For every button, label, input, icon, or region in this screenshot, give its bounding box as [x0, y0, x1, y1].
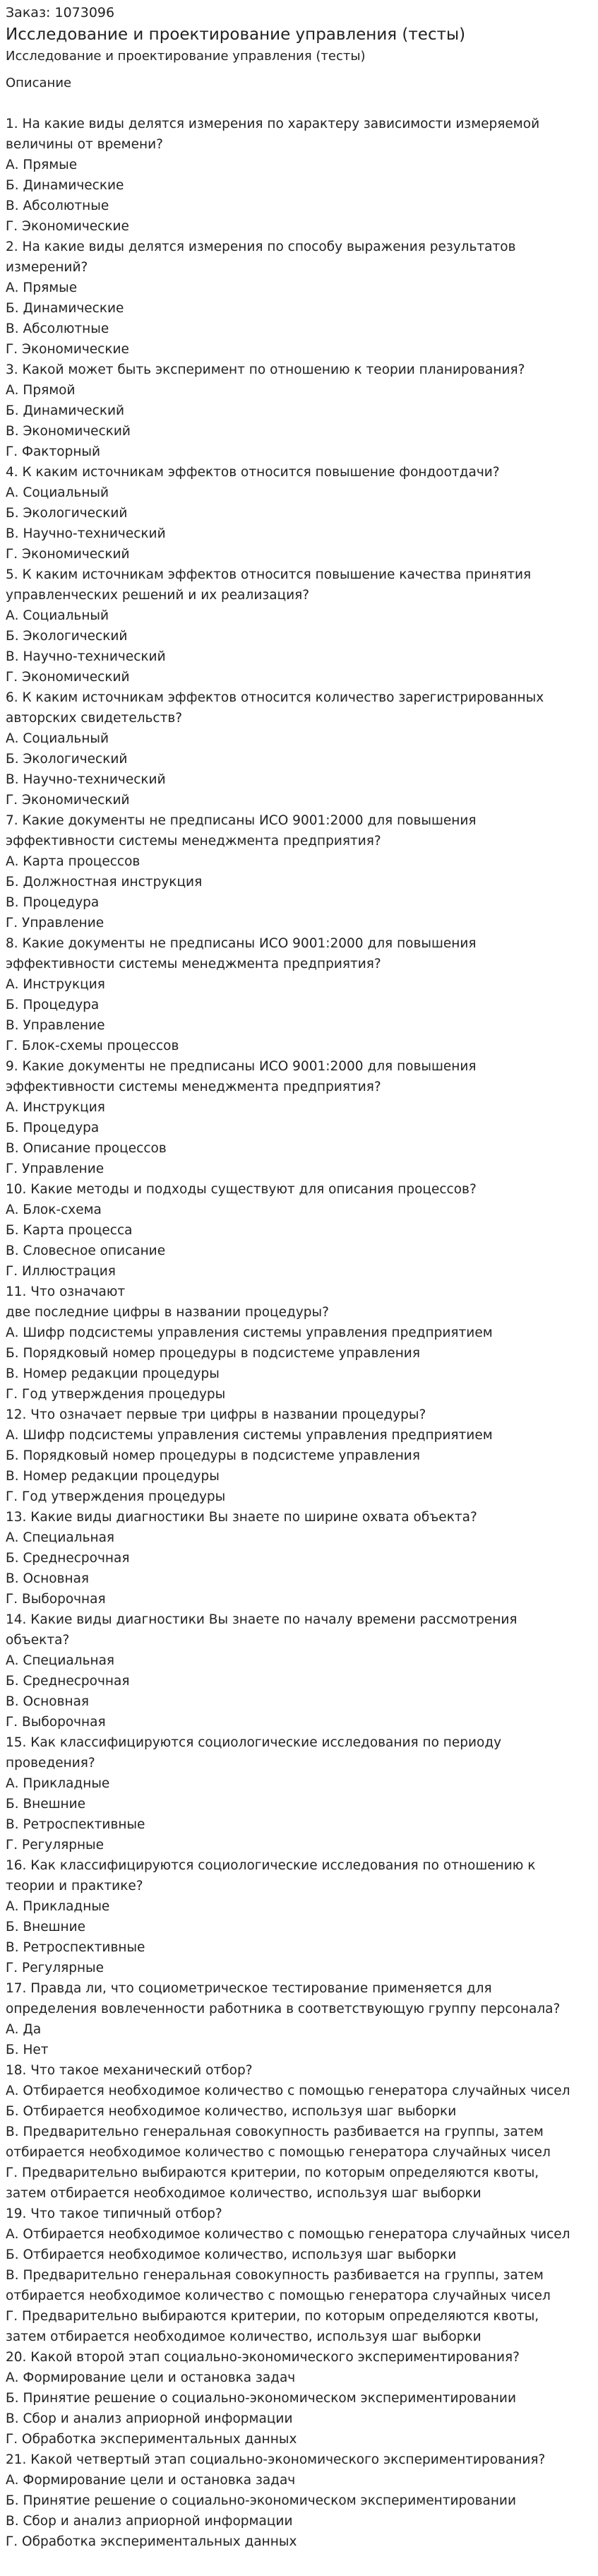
answer-option: Г. Экономический	[6, 793, 130, 808]
answer-option: А. Прямой	[6, 383, 76, 398]
answer-option: Г. Выборочная	[6, 1592, 106, 1607]
answer-option: Г. Иллюстрация	[6, 1264, 116, 1279]
answer-option: А. Социальный	[6, 731, 109, 746]
answer-option: Б. Отбирается необходимое количество, используя шаг выборки	[6, 2247, 457, 2262]
question-line: 11. Что означают	[6, 1284, 126, 1299]
answer-option: Б. Процедура	[6, 998, 100, 1012]
question-line-continuation: измерений?	[6, 260, 88, 275]
answer-option: Б. Порядковый номер процедуры в подсистеме управления	[6, 1448, 420, 1463]
answer-option: Г. Блок-схемы процессов	[6, 1039, 179, 1053]
page-subtitle: Исследование и проектирование управления (тесты)	[6, 49, 366, 64]
question-line: 1. На какие виды делятся измерения по характеру зависимости измеряемой	[6, 117, 540, 131]
test-questions	[6, 93, 592, 2552]
answer-option: В. Абсолютные	[6, 199, 109, 213]
question-line-continuation: эффективности системы менеджмента предприятия?	[6, 957, 381, 971]
answer-option: Б. Динамические	[6, 301, 124, 316]
question-line-continuation: затем отбирается необходимое количество, используя шаг выборки	[6, 2186, 482, 2201]
question-line-continuation: эффективности системы менеджмента предприятия?	[6, 834, 381, 849]
answer-option: В. Номер редакции процедуры	[6, 1366, 220, 1381]
section-heading: Описание	[6, 76, 72, 90]
answer-option: А. Социальный	[6, 485, 109, 500]
answer-option: А. Отбирается необходимое количество с помощью генератора случайных чисел	[6, 2084, 570, 2098]
question-line: 3. Какой может быть эксперимент по отношению к теории планирования?	[6, 362, 525, 377]
question-line: 17. Правда ли, что социометрическое тестирование применяется для	[6, 1981, 492, 1996]
answer-option: Б. Карта процесса	[6, 1223, 133, 1238]
answer-option: В. Описание процессов	[6, 1141, 167, 1156]
question-line: 7. Какие документы не предписаны ИСО 9001:2000 для повышения	[6, 813, 477, 828]
question-line-continuation: затем отбирается необходимое количество, используя шаг выборки	[6, 2329, 482, 2344]
answer-option: Б. Динамический	[6, 403, 125, 418]
answer-option: Б. Среднесрочная	[6, 1551, 130, 1566]
question-line: 6. К каким источникам эффектов относится количество зарегистрированных	[6, 690, 544, 705]
question-line: 14. Какие виды диагностики Вы знаете по началу времени рассмотрения	[6, 1612, 518, 1627]
answer-option: Б. Должностная инструкция	[6, 875, 203, 890]
answer-option: Б. Среднесрочная	[6, 1674, 130, 1689]
question-line: 19. Что такое типичный отбор?	[6, 2206, 222, 2221]
answer-option: Б. Принятие решение о социально-экономическом экспериментировании	[6, 2493, 516, 2508]
answer-option: Б. Динамические	[6, 178, 124, 193]
answer-option: Б. Экологический	[6, 752, 128, 767]
answer-option: В. Словесное описание	[6, 1243, 166, 1258]
order-number: Заказ: 1073096	[6, 5, 115, 20]
answer-option: А. Инструкция	[6, 977, 105, 992]
answer-option: Б. Экологический	[6, 506, 128, 521]
answer-option: А. Карта процессов	[6, 854, 140, 869]
answer-option: А. Специальная	[6, 1653, 115, 1668]
answer-option: В. Основная	[6, 1694, 90, 1709]
answer-option: Г. Год утверждения процедуры	[6, 1489, 226, 1504]
answer-option: Г. Регулярные	[6, 1838, 104, 1853]
question-line-continuation: отбирается необходимое количество с помощью генератора случайных чисел	[6, 2145, 551, 2160]
question-line: 15. Как классифицируются социологические исследования по периоду	[6, 1735, 502, 1750]
question-line-continuation: отбирается необходимое количество с помощью генератора случайных чисел	[6, 2288, 551, 2303]
answer-option: В. Абсолютные	[6, 321, 109, 336]
question-line: 21. Какой четвертый этап социально-экономического экспериментирования?	[6, 2452, 546, 2467]
answer-option: А. Блок-схема	[6, 1203, 102, 1217]
question-line: 13. Какие виды диагностики Вы знаете по ширине охвата объекта?	[6, 1510, 477, 1525]
question-line: 20. Какой второй этап социально-экономического экспериментирования?	[6, 2350, 520, 2365]
answer-option: А. Социальный	[6, 608, 109, 623]
answer-option: Г. Обработка экспериментальных данных	[6, 2534, 297, 2549]
answer-option: Г. Выборочная	[6, 1715, 106, 1730]
question-line: 9. Какие документы не предписаны ИСО 9001:2000 для повышения	[6, 1059, 477, 1074]
answer-option: А. Шифр подсистемы управления системы управления предприятием	[6, 1428, 493, 1443]
answer-option: В. Научно-технический	[6, 526, 166, 541]
question-line: 10. Какие методы и подходы существуют для описания процессов?	[6, 1182, 477, 1197]
answer-option: Б. Экологический	[6, 629, 128, 644]
answer-option: Б. Порядковый номер процедуры в подсистеме управления	[6, 1346, 420, 1361]
answer-option: Г. Обработка экспериментальных данных	[6, 2432, 297, 2447]
question-line: 4. К каким источникам эффектов относится повышение фондоотдачи?	[6, 465, 500, 480]
answer-option: В. Предварительно генеральная совокупность разбивается на группы, затем	[6, 2125, 544, 2139]
answer-option: Г. Экономические	[6, 342, 129, 357]
question-line: 5. К каким источникам эффектов относится повышение качества принятия	[6, 567, 532, 582]
question-line-continuation: определения вовлеченности работника в соответствующую группу персонала?	[6, 2002, 561, 2016]
question-line: 8. Какие документы не предписаны ИСО 9001:2000 для повышения	[6, 936, 477, 951]
answer-option: А. Инструкция	[6, 1100, 105, 1115]
question-line-continuation: теории и практике?	[6, 1879, 143, 1893]
answer-option: В. Основная	[6, 1571, 90, 1586]
answer-option: А. Прикладные	[6, 1899, 110, 1914]
answer-option: В. Сбор и анализ априорной информации	[6, 2411, 293, 2426]
answer-option: А. Отбирается необходимое количество с помощью генератора случайных чисел	[6, 2227, 570, 2242]
answer-option: Г. Экономические	[6, 219, 129, 234]
answer-option: Б. Процедура	[6, 1121, 100, 1135]
answer-option: А. Шифр подсистемы управления системы управления предприятием	[6, 1325, 493, 1340]
answer-option: Г. Регулярные	[6, 1961, 104, 1975]
question-line-continuation: проведения?	[6, 1756, 95, 1771]
answer-option: Г. Факторный	[6, 444, 101, 459]
answer-option: В. Научно-технический	[6, 772, 166, 787]
page-title: Исследование и проектирование управления (тесты)	[6, 25, 466, 44]
answer-option: Б. Отбирается необходимое количество, используя шаг выборки	[6, 2104, 457, 2119]
answer-option: В. Научно-технический	[6, 649, 166, 664]
answer-option: Г. Экономический	[6, 547, 130, 562]
answer-option: Г. Предварительно выбираются критерии, по которым определяются квоты,	[6, 2166, 539, 2180]
answer-option: В. Предварительно генеральная совокупность разбивается на группы, затем	[6, 2268, 544, 2283]
answer-option: В. Сбор и анализ априорной информации	[6, 2514, 293, 2529]
answer-option: В. Номер редакции процедуры	[6, 1469, 220, 1484]
question-line-continuation: авторских свидетельств?	[6, 711, 183, 726]
question-line: 18. Что такое механический отбор?	[6, 2063, 253, 2078]
question-line-continuation: величины от времени?	[6, 137, 163, 152]
answer-option: А. Прикладные	[6, 1776, 110, 1791]
answer-option: Б. Внешние	[6, 1797, 86, 1812]
answer-option: А. Специальная	[6, 1530, 115, 1545]
answer-option: Г. Предварительно выбираются критерии, по которым определяются квоты,	[6, 2309, 539, 2324]
answer-option: Г. Управление	[6, 1162, 104, 1176]
answer-option: А. Формирование цели и остановка задач	[6, 2473, 296, 2488]
answer-option: А. Прямые	[6, 158, 78, 172]
answer-option: В. Управление	[6, 1018, 105, 1033]
question-line: 12. Что означает первые три цифры в названии процедуры?	[6, 1407, 426, 1422]
question-line-continuation: объекта?	[6, 1633, 70, 1648]
question-line-continuation: управленческих решений и их реализация?	[6, 588, 310, 603]
question-line: 2. На какие виды делятся измерения по способу выражения результатов	[6, 240, 516, 254]
answer-option: В. Ретроспективные	[6, 1817, 145, 1832]
answer-option: В. Экономический	[6, 424, 131, 439]
answer-option: В. Процедура	[6, 895, 100, 910]
answer-option: А. Да	[6, 2022, 42, 2037]
answer-option: А. Формирование цели и остановка задач	[6, 2370, 296, 2385]
question-line-continuation: эффективности системы менеджмента предприятия?	[6, 1080, 381, 1094]
answer-option: В. Ретроспективные	[6, 1940, 145, 1955]
answer-option: Г. Экономический	[6, 670, 130, 685]
answer-option: Г. Год утверждения процедуры	[6, 1387, 226, 1402]
answer-option: Б. Принятие решение о социально-экономическом экспериментировании	[6, 2391, 516, 2406]
answer-option: Б. Нет	[6, 2043, 49, 2057]
answer-option: Г. Управление	[6, 916, 104, 930]
question-line: 16. Как классифицируются социологические исследования по отношению к	[6, 1858, 536, 1873]
answer-option: А. Прямые	[6, 280, 78, 295]
answer-option: Б. Внешние	[6, 1920, 86, 1934]
question-line-continuation: две последние цифры в названии процедуры?	[6, 1305, 329, 1320]
